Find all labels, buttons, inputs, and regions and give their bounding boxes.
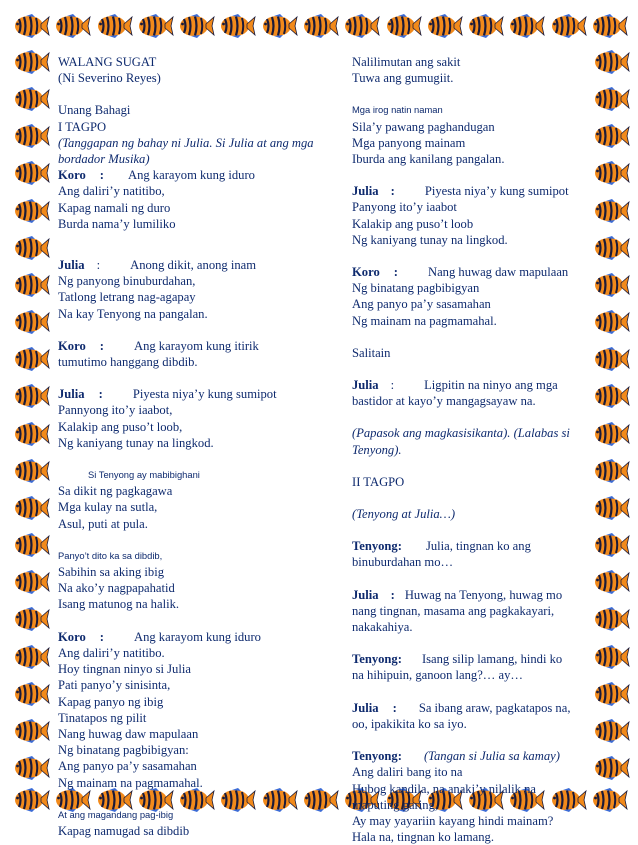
dialogue-line: Julia : Anong dikit, anong inam bbox=[58, 258, 257, 273]
angelfish-icon bbox=[10, 236, 50, 260]
angelfish-icon bbox=[590, 459, 630, 483]
angelfish-icon bbox=[464, 14, 504, 38]
speaker-name: Tenyong: bbox=[352, 652, 402, 667]
prose-line: Ang daliri bang ito na bbox=[352, 765, 463, 780]
verse-line: Mga kulay na sutla, bbox=[58, 500, 158, 515]
prose-line: Ay may yayariin kayang hindi mainam? bbox=[352, 813, 554, 828]
angelfish-icon bbox=[10, 682, 50, 706]
angelfish-icon bbox=[590, 496, 630, 520]
angelfish-icon bbox=[10, 719, 50, 743]
verse-line: Ang panyo pa’y sasamahan bbox=[58, 759, 197, 774]
right-fish-border bbox=[590, 50, 630, 780]
angelfish-icon bbox=[590, 719, 630, 743]
scene-heading: I TAGPO bbox=[58, 119, 107, 134]
play-title: WALANG SUGAT bbox=[58, 55, 157, 69]
angelfish-icon bbox=[590, 682, 630, 706]
angelfish-icon bbox=[382, 14, 422, 38]
prose-line: nang tingnan, masama ang pagkakayari, bbox=[352, 603, 555, 618]
dialogue-line: Julia : Piyesta niya’y kung sumipot bbox=[58, 387, 277, 402]
speaker-name: Julia bbox=[352, 700, 379, 715]
angelfish-icon bbox=[10, 384, 50, 408]
speaker-name: Koro bbox=[58, 168, 86, 183]
verse-line: Ng binatang pagbibigyan bbox=[352, 281, 480, 296]
speaker-name: Koro bbox=[58, 629, 86, 644]
angelfish-icon bbox=[590, 533, 630, 557]
angelfish-icon bbox=[590, 124, 630, 148]
angelfish-icon bbox=[258, 14, 298, 38]
angelfish-icon bbox=[590, 384, 630, 408]
angelfish-icon bbox=[10, 87, 50, 111]
verse-line: Asul, puti at pula. bbox=[58, 516, 148, 531]
verse-line: Kalakip ang puso’t loob bbox=[352, 216, 474, 231]
dialogue-line: Julia : Sa ibang araw, pagkatapos na, bbox=[352, 700, 571, 715]
verse-line: Sabihin sa aking ibig bbox=[58, 565, 164, 580]
verse-line: tumutimo hanggang dibdib. bbox=[58, 355, 198, 370]
speaker-name: Koro bbox=[58, 338, 86, 353]
speaker-name: Julia bbox=[352, 378, 379, 393]
stage-direction: (Tenyong at Julia…) bbox=[352, 507, 456, 522]
small-verse-intro: Panyo’t dito ka sa dibdib, bbox=[58, 549, 163, 561]
left-column bbox=[58, 54, 320, 839]
angelfish-icon bbox=[588, 788, 628, 812]
verse-line: Tuwa ang gumugiit. bbox=[352, 71, 454, 86]
left-fish-border bbox=[10, 50, 50, 780]
angelfish-icon bbox=[590, 607, 630, 631]
speaker-name: Julia bbox=[352, 587, 379, 602]
verse-line: Nang huwag daw mapulaan bbox=[58, 726, 199, 741]
verse-line: Kapag namali ng duro bbox=[58, 200, 171, 215]
angelfish-icon bbox=[590, 87, 630, 111]
section-label: Salitain bbox=[352, 345, 391, 360]
angelfish-icon bbox=[10, 14, 50, 38]
angelfish-icon bbox=[10, 533, 50, 557]
dialogue-line: Koro : Ang karayom kung itirik bbox=[58, 338, 259, 353]
right-column bbox=[352, 54, 584, 845]
prose-line: bastidor at kayo’y mangagsayaw na. bbox=[352, 394, 536, 409]
angelfish-icon bbox=[216, 14, 256, 38]
dialogue-line: Koro : Ang karayom kung iduro bbox=[58, 168, 255, 183]
verse-line: Ang panyo pa’y sasamahan bbox=[352, 297, 491, 312]
verse-line: Nalilimutan ang sakit bbox=[352, 55, 461, 69]
angelfish-icon bbox=[588, 14, 628, 38]
speaker-name: Tenyong: bbox=[352, 749, 402, 764]
dialogue-line: Koro : Ang karayom kung iduro bbox=[58, 629, 261, 644]
verse-line: Ng kaniyang tunay na lingkod. bbox=[58, 435, 214, 450]
stage-direction: (Tanggapan ng bahay ni Julia. Si Julia at ang mga bordador Musika) bbox=[58, 135, 314, 167]
verse-line: Hoy tingnan ninyo si Julia bbox=[58, 662, 191, 677]
angelfish-icon bbox=[590, 199, 630, 223]
angelfish-icon bbox=[590, 273, 630, 297]
angelfish-icon bbox=[590, 310, 630, 334]
prose-line: oo, ipakikita ko sa iyo. bbox=[352, 716, 467, 731]
angelfish-icon bbox=[10, 124, 50, 148]
angelfish-icon bbox=[590, 50, 630, 74]
prose-line: Hubog kandila, na anaki’y nilalik na bbox=[352, 781, 536, 796]
angelfish-icon bbox=[10, 607, 50, 631]
verse-line: Ng panyong binuburdahan, bbox=[58, 274, 196, 289]
angelfish-icon bbox=[10, 570, 50, 594]
verse-line: Panyong ito’y iaabot bbox=[352, 200, 457, 215]
play-author: (Ni Severino Reyes) bbox=[58, 71, 161, 86]
top-fish-border bbox=[10, 14, 628, 44]
dialogue-line: Koro : Nang huwag daw mapulaan bbox=[352, 265, 569, 280]
speaker-name: Julia bbox=[58, 387, 85, 402]
verse-line: Na kay Tenyong na pangalan. bbox=[58, 306, 208, 321]
angelfish-icon bbox=[51, 14, 91, 38]
angelfish-icon bbox=[547, 14, 587, 38]
angelfish-icon bbox=[590, 347, 630, 371]
speaker-name: Julia bbox=[352, 184, 379, 199]
verse-line: Ng kaniyang tunay na lingkod. bbox=[352, 232, 508, 247]
angelfish-icon bbox=[10, 347, 50, 371]
prose-line: Hala na, tingnan ko lamang. bbox=[352, 830, 494, 845]
angelfish-icon bbox=[505, 14, 545, 38]
angelfish-icon bbox=[10, 199, 50, 223]
angelfish-icon bbox=[299, 14, 339, 38]
verse-line: Iburda ang kanilang pangalan. bbox=[352, 152, 505, 167]
angelfish-icon bbox=[590, 645, 630, 669]
verse-line: Sa dikit ng pagkagawa bbox=[58, 484, 173, 499]
dialogue-line: Julia : Ligpitin na ninyo ang mga bbox=[352, 378, 558, 393]
angelfish-icon bbox=[590, 236, 630, 260]
small-verse-intro: Mga irog natin naman bbox=[352, 104, 443, 116]
angelfish-icon bbox=[590, 756, 630, 780]
verse-line: Kalakip ang puso’t loob, bbox=[58, 419, 183, 434]
angelfish-icon bbox=[590, 161, 630, 185]
speaker-name: Tenyong: bbox=[352, 539, 402, 554]
verse-line: Ng mainam na pagmamahal. bbox=[58, 775, 203, 790]
verse-line: Ang daliri’y natitibo. bbox=[58, 645, 165, 660]
angelfish-icon bbox=[423, 14, 463, 38]
angelfish-icon bbox=[10, 788, 50, 812]
prose-line: maputing garing, bbox=[352, 797, 439, 812]
angelfish-icon bbox=[10, 496, 50, 520]
prose-line: nakakahiya. bbox=[352, 620, 413, 635]
angelfish-icon bbox=[10, 273, 50, 297]
verse-line: Na ako’y nagpapahatid bbox=[58, 581, 175, 596]
prose-line: binuburdahan mo… bbox=[352, 555, 454, 570]
prose-line: na hihipuin, ganoon lang?… ay… bbox=[352, 668, 524, 683]
dialogue-line: Julia : Huwag na Tenyong, huwag mo bbox=[352, 587, 563, 602]
verse-line: Tatlong letrang nag-agapay bbox=[58, 290, 196, 305]
angelfish-icon bbox=[10, 756, 50, 780]
verse-line: Ng binatang pagbibigyan: bbox=[58, 743, 189, 758]
verse-line: Tinatapos ng pilit bbox=[58, 710, 147, 725]
speaker-name: Julia bbox=[58, 258, 85, 273]
dialogue-line: Tenyong: Julia, tingnan ko ang bbox=[352, 539, 531, 554]
angelfish-icon bbox=[10, 50, 50, 74]
small-verse-intro: Si Tenyong ay mabibighani bbox=[88, 469, 200, 481]
angelfish-icon bbox=[134, 14, 174, 38]
verse-line: Kapag panyo ng ibig bbox=[58, 694, 164, 709]
angelfish-icon bbox=[10, 459, 50, 483]
small-verse-intro: At ang magandang pag-ibig bbox=[58, 808, 174, 820]
angelfish-icon bbox=[590, 570, 630, 594]
dialogue-line bbox=[352, 748, 584, 764]
verse-line: Ng mainam na pagmamahal. bbox=[352, 313, 497, 328]
verse-line: Sila’y pawang paghandugan bbox=[352, 119, 495, 134]
angelfish-icon bbox=[93, 14, 133, 38]
verse-line: Kapag namugad sa dibdib bbox=[58, 823, 190, 838]
angelfish-icon bbox=[175, 14, 215, 38]
dialogue-line: Tenyong: Isang silip lamang, hindi ko bbox=[352, 652, 563, 667]
dialogue-line: Julia : Piyesta niya’y kung sumipot bbox=[352, 184, 569, 199]
verse-line: Mga panyong mainam bbox=[352, 135, 466, 150]
verse-line: Burda nama’y lumiliko bbox=[58, 216, 176, 231]
angelfish-icon bbox=[10, 161, 50, 185]
angelfish-icon bbox=[10, 310, 50, 334]
stage-direction: Tenyong). bbox=[352, 442, 402, 457]
verse-line: Ang daliri’y natitibo, bbox=[58, 184, 165, 199]
stage-direction: (Papasok ang magkasisikanta). (Lalabas si bbox=[352, 426, 570, 441]
angelfish-icon bbox=[10, 645, 50, 669]
verse-line: Pannyong ito’y iaabot, bbox=[58, 403, 173, 418]
scene-heading: II TAGPO bbox=[352, 474, 405, 489]
angelfish-icon bbox=[10, 422, 50, 446]
verse-line: Isang matunog na halik. bbox=[58, 597, 180, 612]
angelfish-icon bbox=[590, 422, 630, 446]
angelfish-icon bbox=[340, 14, 380, 38]
speaker-name: Koro bbox=[352, 265, 380, 280]
verse-line: Pati panyo’y sinisinta, bbox=[58, 678, 171, 693]
stage-direction: (Tangan si Julia sa kamay) bbox=[423, 749, 560, 764]
part-heading: Unang Bahagi bbox=[58, 103, 131, 118]
